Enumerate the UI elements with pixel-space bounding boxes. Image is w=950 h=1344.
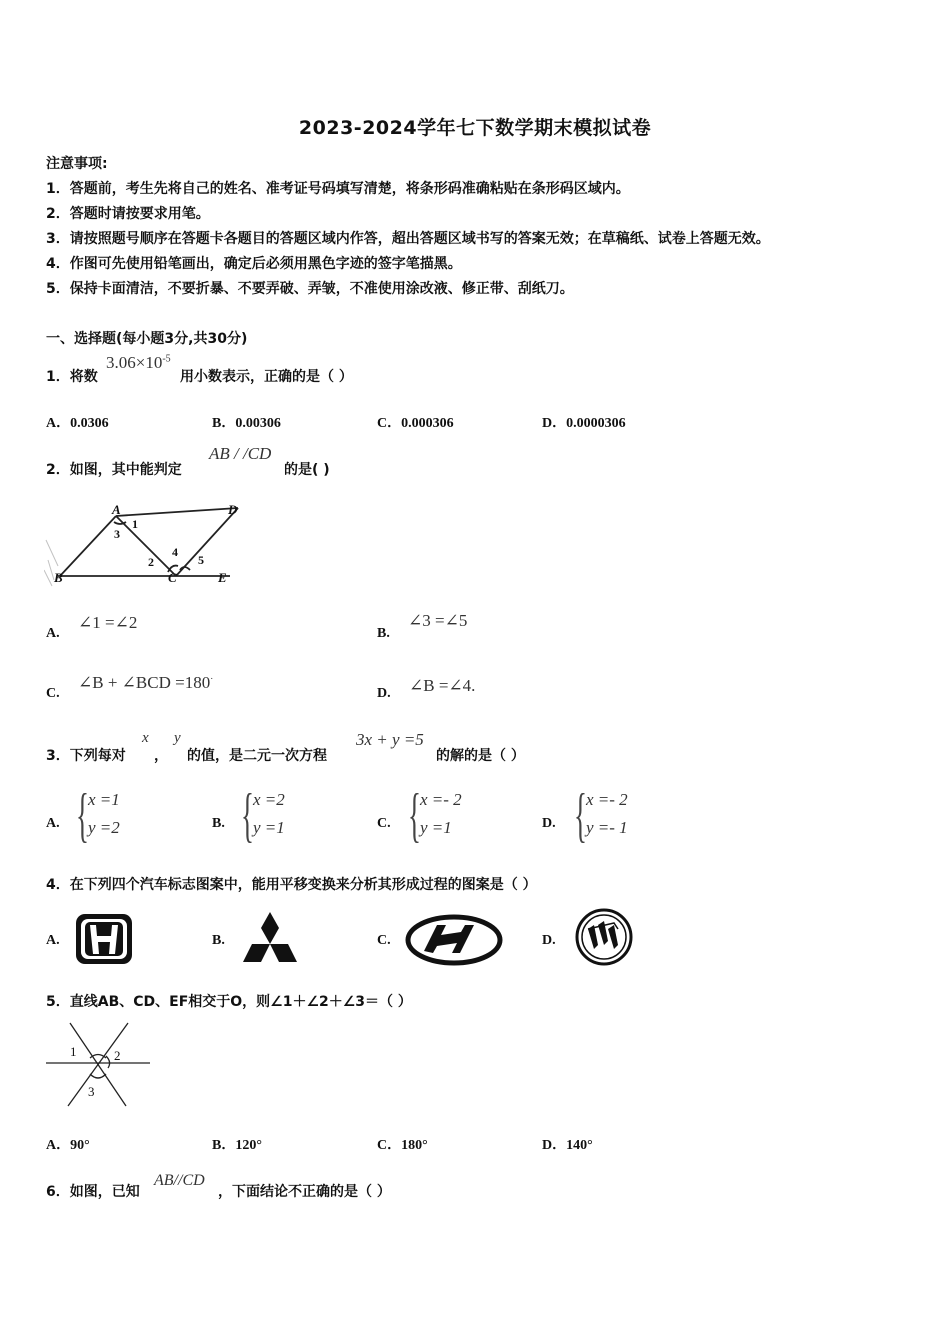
q1-post: 用小数表示，正确的是（ ） [180, 369, 353, 385]
fig-label-d: D [228, 502, 238, 517]
q2-option-c-expr: ∠B + ∠BCD =180· [78, 673, 214, 692]
q2-pre: 2．如图，其中能判定 [46, 462, 182, 478]
q3-option-c[interactable]: C. [377, 816, 391, 831]
q4-option-a[interactable]: A. [46, 933, 60, 948]
q2-post: 的是( ) [284, 462, 330, 478]
q3-option-b-line2: y =1 [253, 818, 285, 837]
q4-option-b[interactable]: B. [212, 933, 225, 948]
q3-comma: ， [154, 748, 168, 764]
notice-item: 1．答题前，考生先将自己的姓名、准考证号码填写清楚，将条形码准确粘贴在条形码区域内。 [46, 181, 630, 197]
q5-option-c[interactable]: C．180° [377, 1138, 428, 1153]
q3-pre: 3．下列每对 [46, 748, 126, 764]
q3-option-c-line2: y =1 [420, 818, 452, 837]
q3-option-b[interactable]: B. [212, 816, 225, 831]
q6-expr: AB//CD [154, 1172, 205, 1189]
q2-option-b-expr: ∠3 =∠5 [408, 611, 468, 630]
q1-option-d[interactable]: D．0.0000306 [542, 416, 626, 431]
fig-angle-2: 2 [148, 555, 154, 569]
q5-angle-3: 3 [88, 1084, 95, 1099]
fig-angle-5: 5 [198, 553, 204, 567]
q1-pre: 1．将数 [46, 369, 98, 385]
q5-figure [44, 1018, 154, 1110]
fig-label-e: E [218, 570, 227, 585]
notice-item: 5．保持卡面清洁，不要折暴、不要弄破、弄皱，不准使用涂改液、修正带、刮纸刀。 [46, 281, 574, 297]
q5-option-a[interactable]: A．90° [46, 1138, 90, 1153]
q2-option-c[interactable]: C. [46, 686, 60, 701]
q2-figure [44, 500, 244, 590]
q3-expr: 3x + y =5 [356, 730, 424, 749]
fig-label-c: C [168, 570, 177, 585]
q5-angle-1: 1 [70, 1044, 77, 1059]
q4-text: 4．在下列四个汽车标志图案中，能用平移变换来分析其形成过程的图案是（ ） [46, 877, 537, 893]
q5-angle-2: 2 [114, 1048, 121, 1063]
q3-option-d-line1: x =- 2 [586, 790, 628, 809]
notice-item: 3．请按照题号顺序在答题卡各题目的答题区域内作答，超出答题区域书写的答案无效；在草稿纸、试卷上答题无效。 [46, 231, 770, 247]
q2-option-d[interactable]: D. [377, 686, 391, 701]
q3-option-d-line2: y =- 1 [586, 818, 628, 837]
notice-heading: 注意事项: [46, 156, 108, 172]
q3-post: 的解的是（ ） [436, 748, 525, 764]
page-title: 2023-2024学年七下数学期末模拟试卷 [298, 117, 652, 139]
q4-option-d[interactable]: D. [542, 933, 556, 948]
q5-text: 5．直线AB、CD、EF相交于O，则∠1＋∠2＋∠3＝（ ） [46, 994, 412, 1010]
q3-var-x: x [142, 730, 149, 746]
q3-option-c-line1: x =- 2 [420, 790, 462, 809]
q3-option-b-line1: x =2 [253, 790, 285, 809]
q3-option-a[interactable]: A. [46, 816, 60, 831]
q3-option-a-line1: x =1 [88, 790, 120, 809]
q2-option-a-expr: ∠1 =∠2 [78, 613, 138, 632]
q1-option-b[interactable]: B．0.00306 [212, 416, 281, 431]
q3-option-a-line2: y =2 [88, 818, 120, 837]
fig-angle-4: 4 [172, 545, 178, 559]
notice-item: 4．作图可先使用铅笔画出，确定后必须用黑色字迹的签字笔描黑。 [46, 256, 462, 272]
fig-angle-3: 3 [114, 527, 120, 541]
q3-option-d[interactable]: D. [542, 816, 556, 831]
q5-option-d[interactable]: D．140° [542, 1138, 593, 1153]
q3-mid: 的值，是二元一次方程 [187, 748, 327, 764]
q2-option-a[interactable]: A. [46, 626, 60, 641]
q4-option-c[interactable]: C. [377, 933, 391, 948]
q1-expr: $3.06\times 10^{-5}$ [106, 353, 171, 372]
q3-var-y: y [174, 730, 181, 746]
fig-label-a: A [112, 502, 121, 517]
q1-option-c[interactable]: C．0.000306 [377, 416, 454, 431]
notice-item: 2．答题时请按要求用笔。 [46, 206, 210, 222]
q6-pre: 6．如图，已知 [46, 1184, 140, 1200]
section-heading: 一、选择题(每小题3分,共30分) [46, 331, 248, 347]
q1-option-a[interactable]: A．0.0306 [46, 416, 109, 431]
honda-logo-icon [74, 912, 134, 966]
hyundai-logo-icon [404, 913, 504, 967]
fig-label-b: B [54, 570, 63, 585]
q2-option-d-expr: ∠B =∠4. [409, 676, 476, 695]
q2-expr: AB / /CD [209, 444, 272, 463]
fig-angle-1: 1 [132, 517, 138, 531]
q5-option-b[interactable]: B．120° [212, 1138, 262, 1153]
q6-post: ，下面结论不正确的是（ ） [218, 1184, 391, 1200]
buick-logo-icon [574, 907, 634, 967]
mitsubishi-logo-icon [240, 910, 300, 966]
q2-option-b[interactable]: B. [377, 626, 390, 641]
